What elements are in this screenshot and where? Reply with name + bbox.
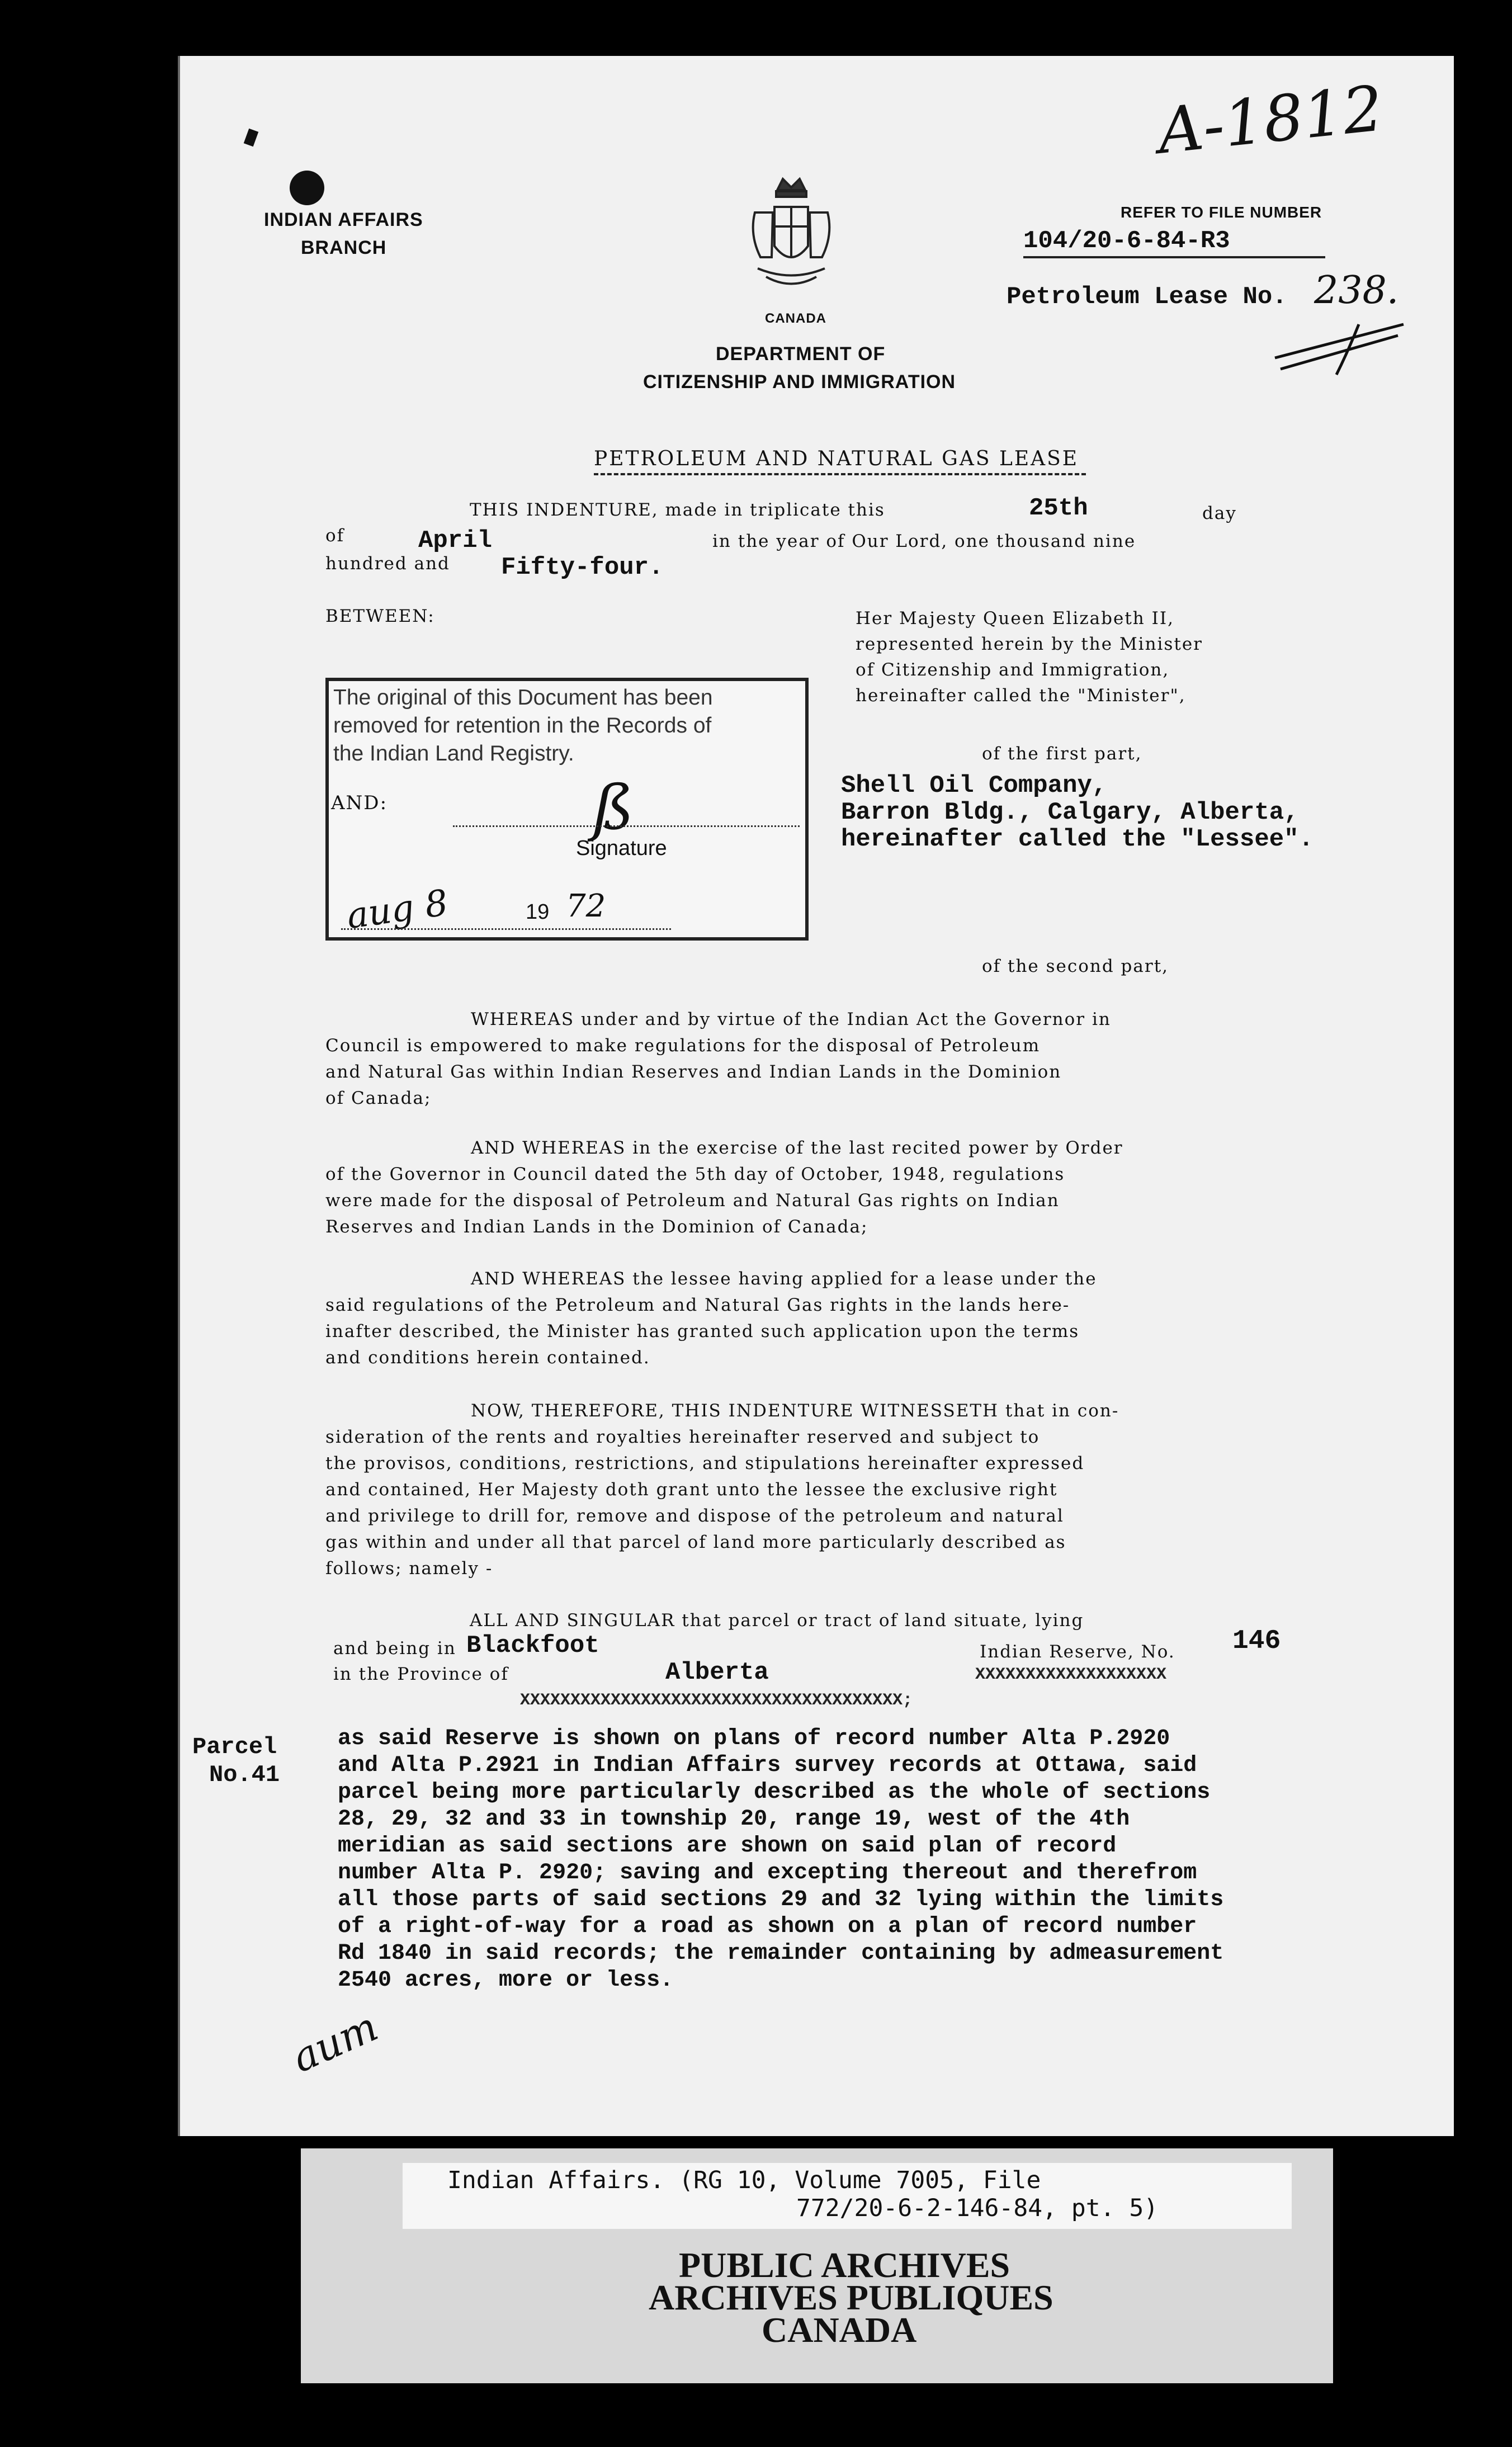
parcel-label-1: Parcel: [192, 1733, 277, 1760]
reserve-number: 146: [1232, 1626, 1281, 1656]
year-text: in the year of Our Lord, one thousand nine: [712, 531, 1136, 551]
handwritten-reference: A-1812: [1154, 72, 1387, 168]
archive-country: CANADA: [762, 2310, 917, 2350]
second-part-label: of the second part,: [982, 956, 1169, 976]
stamp-date-line: [341, 928, 671, 930]
whereas-paragraph-1: WHEREAS under and by virtue of the Indian Act the Governor in Council is empowered to make regulations for the disposal of Petroleum and Natural Gas within Indian Reserves and Indian Lands in the Dominion of Canada;: [325, 1009, 1111, 1108]
handwritten-margin-initials: aum: [285, 2002, 385, 2082]
being-in-label: and being in: [333, 1638, 456, 1659]
lease-number-scribble: [1269, 313, 1409, 380]
hundred-and: hundred and: [325, 554, 450, 574]
stamp-and-label: AND:: [331, 792, 388, 814]
refer-to-file-label: REFER TO FILE NUMBER: [1121, 204, 1322, 221]
reserve-label: Indian Reserve, No.: [980, 1642, 1175, 1662]
year-value: Fifty-four.: [501, 554, 664, 582]
party2-line: hereinafter called the "Lessee".: [841, 825, 1313, 853]
whereas-paragraph-3: AND WHEREAS the lessee having applied for a lease under the said regulations of the Petroleum and Natural Gas rights in the lands here- inafter described, the Minister has granted such application upon the terms and conditions herein contained.: [325, 1269, 1097, 1368]
branch-line-1: INDIAN AFFAIRS: [264, 209, 423, 230]
party1-line: represented herein by the Minister: [856, 634, 1203, 654]
province-value: Alberta: [665, 1659, 769, 1687]
stamp-text-line: The original of this Document has been: [333, 686, 713, 710]
department-line-2: CITIZENSHIP AND IMMIGRATION: [643, 371, 956, 393]
stamp-text-line: removed for retention in the Records of: [333, 714, 712, 738]
day-value: 25th: [1029, 494, 1088, 522]
singular-line: ALL AND SINGULAR that parcel or tract of land situate, lying: [470, 1610, 1084, 1631]
stamp-signature-label: Signature: [576, 837, 667, 860]
party2-line: Barron Bldg., Calgary, Alberta,: [841, 799, 1299, 826]
reserve-name: Blackfoot: [466, 1632, 599, 1660]
royal-coat-of-arms-icon: [744, 173, 839, 302]
of-word: of: [325, 526, 345, 546]
document-title: PETROLEUM AND NATURAL GAS LEASE: [594, 447, 1079, 470]
stamp-signature-mark: ß: [593, 772, 634, 843]
lease-number-label: Petroleum Lease No.: [1007, 283, 1287, 311]
party1-line: of Citizenship and Immigration,: [856, 660, 1170, 680]
struck-text-right: XXXXXXXXXXXXXXXXXXX: [975, 1665, 1167, 1684]
file-number: 104/20-6-84-R3: [1023, 227, 1230, 255]
archive-name-english: PUBLIC ARCHIVES: [679, 2245, 1010, 2285]
day-word: day: [1202, 503, 1237, 523]
party1-line: hereinafter called the "Minister",: [856, 686, 1186, 706]
crest-caption: CANADA: [765, 311, 826, 326]
province-label: in the Province of: [333, 1664, 509, 1684]
parcel-label-2: No.41: [209, 1761, 280, 1788]
stamp-handwritten-year: 72: [566, 888, 606, 924]
stamp-text-line: the Indian Land Registry.: [333, 741, 574, 766]
month-value: April: [418, 527, 493, 555]
whereas-paragraph-2: AND WHEREAS in the exercise of the last recited power by Order of the Governor in Council dated the 5th day of October, 1948, regulations were made for the disposal of Petroleum and Natural Gas rights on Indian Reserves and Indian Lands in the Dominion of Canada;: [325, 1138, 1123, 1237]
archive-citation-line-1: Indian Affairs. (RG 10, Volume 7005, File: [447, 2166, 1041, 2194]
title-underline: [594, 473, 1086, 475]
stamp-year-prefix: 19: [526, 900, 550, 924]
struck-text-line: XXXXXXXXXXXXXXXXXXXXXXXXXXXXXXXXXXXXXX;: [520, 1691, 913, 1710]
stamp-signature-line: [453, 825, 800, 827]
indenture-line: THIS INDENTURE, made in triplicate this: [470, 500, 885, 520]
department-line-1: DEPARTMENT OF: [716, 343, 886, 365]
branch-line-2: BRANCH: [301, 237, 387, 258]
punch-hole-mark: [290, 171, 324, 205]
land-description-paragraph: as said Reserve is shown on plans of record number Alta P.2920 and Alta P.2921 in Indian Affairs survey records at Ottawa, said parcel being more particularly described as the whole of sections 28, 29, 32 and 33 in township 20, range 19, west of the 4th meridian as said sections are shown on said plan of record number Alta P. 2920; saving and excepting thereout and therefrom all those parts of said sections 29 and 32 lying within the limits of a right-of-way for a road as shown on a plan of record number Rd 1840 in said records; the remainder containing by admeasurement 2540 acres, more or less.: [338, 1726, 1224, 1993]
file-number-underline: [1023, 256, 1325, 258]
witnesseth-paragraph: NOW, THEREFORE, THIS INDENTURE WITNESSETH that in con- sideration of the rents and royalties hereinafter reserved and subject to the provisos, conditions, restrictions, and stipulations hereinafter expressed and contained, Her Majesty doth grant unto the lessee the exclusive right and privilege to drill for, remove and dispose of the petroleum and natural gas within and under all that parcel of land more particularly described as follows; namely -: [325, 1401, 1119, 1579]
handwritten-lease-number: 238.: [1314, 268, 1399, 313]
between-label: BETWEEN:: [325, 606, 435, 626]
party1-line: Her Majesty Queen Elizabeth II,: [856, 608, 1174, 629]
archive-citation-line-2: 772/20-6-2-146-84, pt. 5): [796, 2194, 1159, 2222]
first-part-label: of the first part,: [982, 744, 1142, 764]
stamp-handwritten-date: aug 8: [344, 882, 451, 938]
party2-line: Shell Oil Company,: [841, 772, 1107, 800]
archive-name-french: ARCHIVES PUBLIQUES: [649, 2278, 1053, 2317]
